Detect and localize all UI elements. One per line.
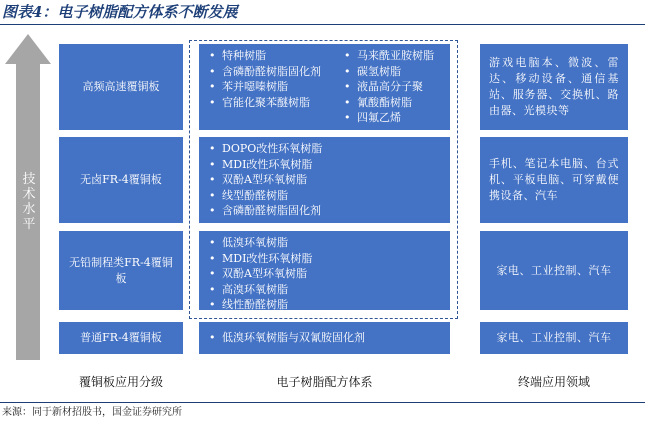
list-item: • 苯并噁嗪树脂 [205,79,340,95]
arrow-label: 技术水平 [22,172,36,232]
list-item: • 线型酚醛树脂 [205,188,444,204]
list-item: • 低溴环氧树脂与双氰胺固化剂 [205,330,365,346]
level-box-halogen-free [59,137,183,223]
caption-resin-system: 电子树脂配方体系 [276,375,373,389]
caption-end-applications: 终端应用领域 [517,375,590,389]
level-box-lead-free [59,231,183,310]
list-item: • 高溴环氧树脂 [205,282,444,298]
list-item: • DOPO改性环氧树脂 [205,141,444,157]
caption-ccl-grades: 覆铜板应用分级 [78,375,163,389]
figure-title: 图表4：电子树脂配方体系不断发展 [0,0,645,25]
formulation-box-3 [199,231,450,310]
list-item: • 含磷酚醛树脂固化剂 [205,64,340,80]
list-item: • 马来酰亚胺树脂 [340,48,434,64]
list-item: • 液晶高分子聚 [340,79,434,95]
application-text: 手机、笔记本电脑、台式机、平板电脑、可穿戴便携设备、汽车 [489,157,619,202]
level-box-high-frequency [59,44,183,130]
application-box-1 [480,44,628,130]
level-label: 无铅制程类FR-4覆铜板 [69,255,173,285]
application-box-4 [480,322,628,354]
list-item: • 线性酚醛树脂 [205,297,444,310]
level-label: 无卤FR-4覆铜板 [80,173,162,186]
formulation-list [205,330,365,346]
list-item: • 双酚A型环氧树脂 [205,266,444,282]
application-box-2 [480,137,628,223]
application-box-3 [480,231,628,310]
list-item: • MDI改性环氧树脂 [205,157,444,173]
list-item: • 四氟乙烯 [340,110,434,126]
application-text: 游戏电脑本、微波、雷达、移动设备、通信基站、服务器、交换机、路由器、光模块等 [489,56,619,117]
list-item: • 氰酸酯树脂 [340,95,434,111]
level-label: 普通FR-4覆铜板 [80,331,162,344]
formulation-box-1 [199,44,450,130]
source-note: 来源：同于新材招股书，国金证券研究所 [0,402,645,427]
formulation-box-4 [199,322,450,354]
formulation-list-left [205,48,340,126]
list-item: • 双酚A型环氧树脂 [205,172,444,188]
list-item: • MDI改性环氧树脂 [205,251,444,267]
application-text: 家电、工业控制、汽车 [496,263,612,277]
list-item: • 含磷酚醛树脂固化剂 [205,203,444,219]
list-item: • 低溴环氧树脂 [205,235,444,251]
list-item: • 特种树脂 [205,48,340,64]
list-item: • 碳氢树脂 [340,64,434,80]
level-box-ordinary [59,322,183,354]
level-label: 高频高速覆铜板 [82,80,160,93]
application-text: 家电、工业控制、汽车 [496,331,612,344]
formulation-list [205,141,444,219]
list-item: • 官能化聚苯醚树脂 [205,95,340,111]
formulation-list-right [340,48,434,126]
formulation-list [205,235,444,310]
formulation-box-2 [199,137,450,223]
